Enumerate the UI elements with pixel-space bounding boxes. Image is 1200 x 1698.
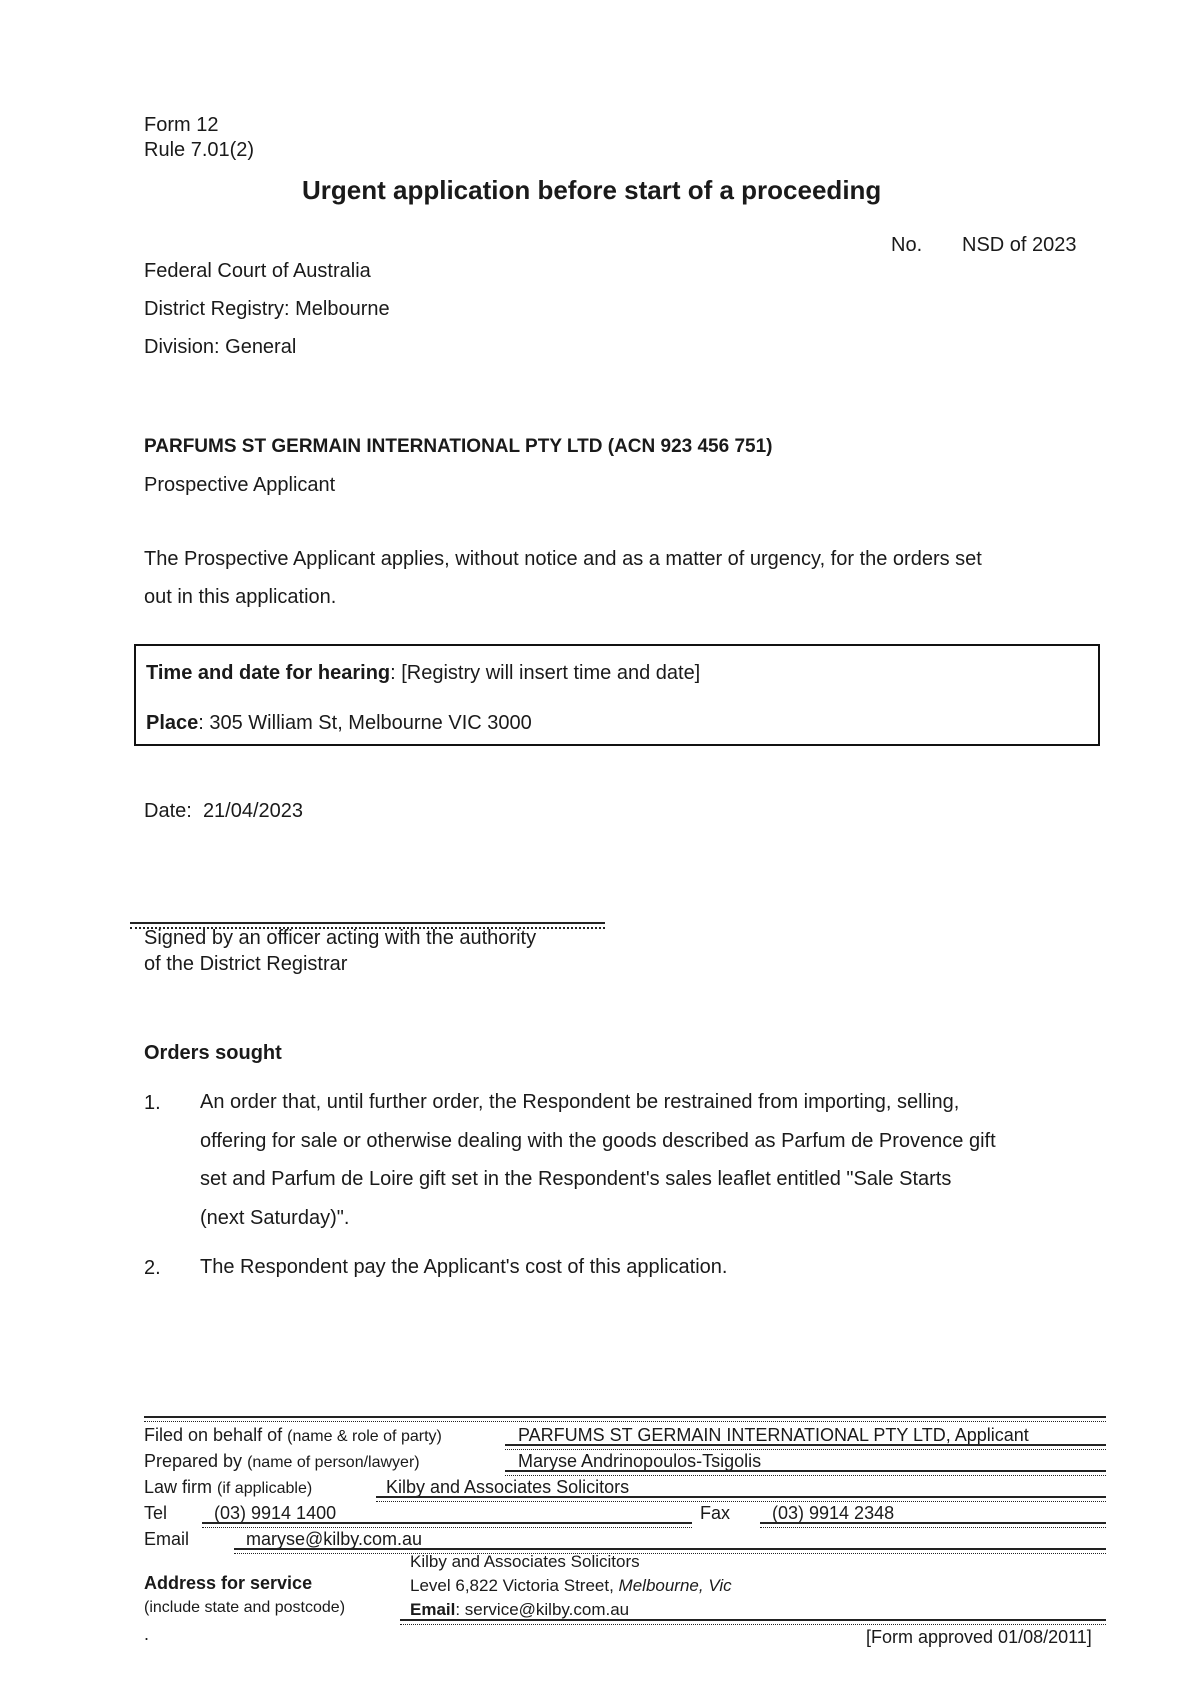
- lawfirm-label-row: [144, 1477, 312, 1498]
- order-number: 1.: [144, 1092, 161, 1114]
- form-approval: [Form approved 01/08/2011]: [866, 1627, 1092, 1647]
- fax-label: Fax: [700, 1503, 731, 1523]
- division: Division: General: [144, 336, 297, 358]
- email-rule: [234, 1548, 1106, 1554]
- order-number: 2.: [144, 1257, 161, 1279]
- order-line: offering for sale or otherwise dealing with the goods described as Parfum de Provence gift: [200, 1129, 996, 1152]
- lawfirm-label: Law firm: [144, 1477, 213, 1497]
- hearing-time-row: [146, 662, 700, 685]
- form-number: Form 12: [144, 114, 219, 136]
- orders-heading: Orders sought: [144, 1042, 282, 1064]
- service-email-row: [410, 1600, 629, 1620]
- footer-top-rule: [144, 1416, 1106, 1422]
- hearing-place-row: [146, 712, 532, 735]
- prepared-value: Maryse Andrinopoulos-Tsigolis: [518, 1451, 762, 1471]
- fax-rule: [760, 1522, 1106, 1528]
- court-name: Federal Court of Australia: [144, 260, 371, 282]
- filed-value: PARFUMS ST GERMAIN INTERNATIONAL PTY LTD, Applicant: [518, 1425, 1029, 1445]
- tel-label: Tel: [144, 1503, 168, 1523]
- intro-paragraph: [144, 540, 1094, 616]
- address-label: Address for service: [144, 1573, 313, 1593]
- lawfirm-hint: (if applicable): [217, 1480, 313, 1497]
- address-line-1: Kilby and Associates Solicitors: [410, 1552, 640, 1571]
- email-label: Email: [144, 1529, 190, 1549]
- prepared-label: Prepared by: [144, 1451, 243, 1471]
- service-email-value: : service@kilby.com.au: [455, 1600, 630, 1619]
- signature-line-1: Signed by an officer acting with the authority: [144, 927, 537, 949]
- date-row: [144, 800, 303, 823]
- prepared-label-row: [144, 1451, 420, 1472]
- filed-rule: [505, 1444, 1106, 1450]
- filed-label-row: [144, 1425, 442, 1446]
- address-rule: [400, 1619, 1106, 1625]
- order-line: The Respondent pay the Applicant's cost of this application.: [200, 1256, 728, 1278]
- intro-line-2: out in this application.: [144, 586, 337, 608]
- email-value: maryse@kilby.com.au: [246, 1529, 422, 1549]
- footer-dot: .: [144, 1624, 150, 1644]
- address-hint: (include state and postcode): [144, 1599, 346, 1616]
- filed-label: Filed on behalf of: [144, 1425, 283, 1445]
- hearing-place-value: : 305 William St, Melbourne VIC 3000: [198, 712, 532, 734]
- hearing-box: [134, 644, 1100, 746]
- date-label: Date:: [144, 800, 192, 822]
- order-text: [200, 1083, 1100, 1237]
- party-name: PARFUMS ST GERMAIN INTERNATIONAL PTY LTD (ACN 923 456 751): [144, 436, 773, 457]
- proceeding-no-value: NSD of 2023: [962, 234, 1077, 256]
- date-value: 21/04/2023: [202, 800, 304, 822]
- lawfirm-rule: [376, 1496, 1106, 1502]
- page-title: Urgent application before start of a proceeding: [302, 175, 882, 205]
- prepared-rule: [505, 1470, 1106, 1476]
- district-registry: District Registry: Melbourne: [144, 298, 390, 320]
- filed-hint: (name & role of party): [287, 1428, 442, 1445]
- service-email-label: Email: [410, 1600, 456, 1619]
- signature-line-2: of the District Registrar: [144, 953, 348, 975]
- hearing-time-label: Time and date for hearing: [146, 662, 391, 684]
- hearing-time-value: : [Registry will insert time and date]: [390, 662, 701, 684]
- order-text: [200, 1248, 1100, 1287]
- order-line: An order that, until further order, the Respondent be restrained from importing, selling,: [200, 1091, 960, 1113]
- proceeding-no-label: No.: [891, 234, 923, 256]
- tel-value: (03) 9914 1400: [214, 1503, 337, 1523]
- address-street: Level 6,822 Victoria Street,: [410, 1576, 619, 1595]
- party-role: Prospective Applicant: [144, 474, 336, 496]
- order-line: set and Parfum de Loire gift set in the Respondent's sales leaflet entitled "Sale Starts: [200, 1168, 952, 1190]
- intro-line-1: The Prospective Applicant applies, without notice and as a matter of urgency, for the orders set: [144, 548, 982, 570]
- hearing-place-label: Place: [146, 712, 199, 734]
- fax-value: (03) 9914 2348: [772, 1503, 895, 1523]
- prepared-hint: (name of person/lawyer): [247, 1454, 420, 1471]
- address-line-2: [410, 1576, 732, 1596]
- order-line: (next Saturday)".: [200, 1206, 350, 1229]
- lawfirm-value: Kilby and Associates Solicitors: [386, 1477, 630, 1497]
- tel-rule: [202, 1522, 692, 1528]
- address-city: Melbourne, Vic: [618, 1576, 732, 1595]
- rule-reference: Rule 7.01(2): [144, 139, 255, 161]
